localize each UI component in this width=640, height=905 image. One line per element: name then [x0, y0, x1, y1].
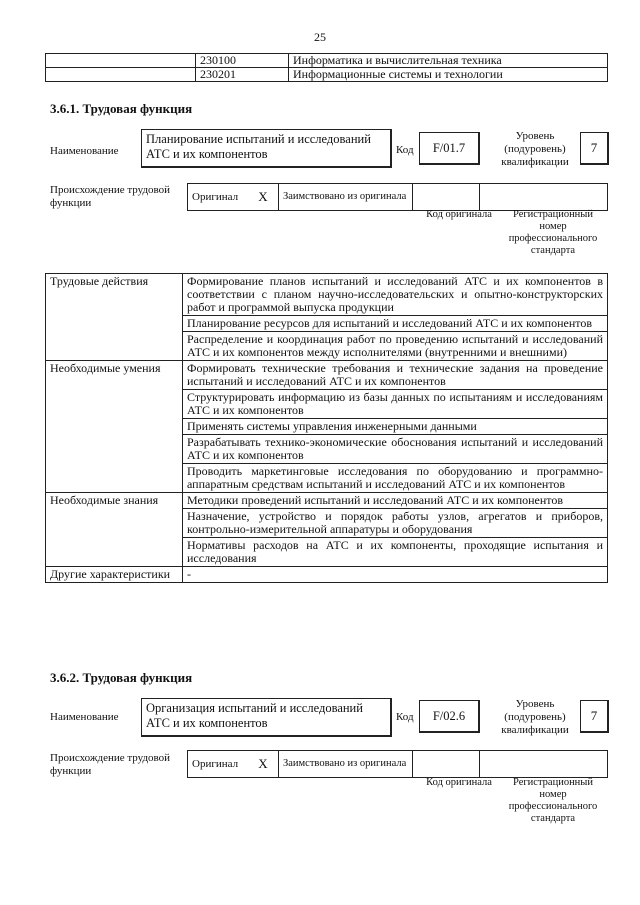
- original-mark: X: [248, 751, 279, 778]
- skill-item: Применять системы управления инженерными данными: [183, 419, 608, 435]
- original-label: Оригинал: [188, 184, 249, 211]
- knowledge-item: Нормативы расходов на АТС и их компоненты, проходящие испытания и исследования: [183, 538, 608, 567]
- level-label: Уровень (подуровень) квалификации: [501, 130, 569, 168]
- reg-number-label: Регистрационный номер профессионального стандарта: [508, 209, 598, 256]
- code-label: Код: [396, 144, 414, 156]
- function-details-table: [45, 273, 608, 583]
- table-row: [46, 274, 608, 316]
- action-item: Планирование ресурсов для испытаний и исследований АТС и их компонентов: [183, 316, 608, 332]
- code-original-label: Код оригинала: [426, 209, 492, 220]
- level-label: Уровень (подуровень) квалификации: [501, 698, 569, 736]
- function-code-box: F/02.6: [419, 700, 480, 733]
- table-row: [46, 361, 608, 390]
- section-heading: 3.6.2. Трудовая функция: [50, 670, 193, 685]
- other-value: -: [183, 567, 608, 583]
- specialty-name: Информационные системы и технологии: [289, 68, 608, 82]
- specialty-name: Информатика и вычислительная техника: [289, 54, 608, 68]
- level-box: 7: [580, 700, 609, 733]
- knowledge-item: Методики проведений испытаний и исследований АТС и их компонентов: [183, 493, 608, 509]
- action-item: Формирование планов испытаний и исследований АТС и их компонентов в соответствии с планом научно-исследовательских и опытно-конструкторских работ и программой выпуска продукции: [183, 274, 608, 316]
- name-label: Наименование: [50, 711, 119, 723]
- table-row: [46, 493, 608, 509]
- skill-item: Разрабатывать технико-экономические обоснования испытаний и исследований АТС и их компонентов: [183, 435, 608, 464]
- skills-label: Необходимые умения: [46, 361, 183, 493]
- specialty-codes-table: [45, 53, 608, 82]
- original-mark: X: [248, 184, 279, 211]
- origin-label: Происхождение трудовой функции: [50, 752, 171, 777]
- function-code-box: F/01.7: [419, 132, 480, 165]
- function-name-box: Планирование испытаний и исследований АТС и их компонентов: [141, 129, 392, 168]
- code-original-label: Код оригинала: [426, 777, 492, 788]
- function-name-box: Организация испытаний и исследований АТС и их компонентов: [141, 698, 392, 737]
- table-row: [46, 54, 608, 68]
- origin-label: Происхождение трудовой функции: [50, 184, 171, 209]
- actions-label: Трудовые действия: [46, 274, 183, 361]
- specialty-code: 230201: [196, 68, 289, 82]
- knowledge-label: Необходимые знания: [46, 493, 183, 567]
- borrowed-label: Заимствовано из оригинала: [279, 751, 413, 778]
- table-row: [46, 68, 608, 82]
- other-label: Другие характеристики: [46, 567, 183, 583]
- code-label: Код: [396, 711, 414, 723]
- page-number: 25: [314, 30, 326, 44]
- action-item: Распределение и координация работ по проведению испытаний и исследований АТС и их компонентов между исполнителями (внутренними и внешними): [183, 332, 608, 361]
- skill-item: Структурировать информацию из базы данных по испытаниям и исследованиям АТС и их компонентов: [183, 390, 608, 419]
- section-heading: 3.6.1. Трудовая функция: [50, 101, 193, 116]
- name-label: Наименование: [50, 145, 119, 157]
- level-box: 7: [580, 132, 609, 165]
- table-row: [46, 567, 608, 583]
- skill-item: Формировать технические требования и технические задания на проведение испытаний и исследований АТС и их компонентов: [183, 361, 608, 390]
- origin-table: [187, 183, 608, 211]
- knowledge-item: Назначение, устройство и порядок работы узлов, агрегатов и приборов, контрольно-измерительной аппаратуры и оборудования: [183, 509, 608, 538]
- skill-item: Проводить маркетинговые исследования по оборудованию и программно-аппаратным средствам испытаний и исследований АТС и их компонентов: [183, 464, 608, 493]
- specialty-code: 230100: [196, 54, 289, 68]
- borrowed-label: Заимствовано из оригинала: [279, 184, 413, 211]
- original-label: Оригинал: [188, 751, 249, 778]
- reg-number-label: Регистрационный номер профессионального стандарта: [508, 777, 598, 824]
- origin-table: [187, 750, 608, 778]
